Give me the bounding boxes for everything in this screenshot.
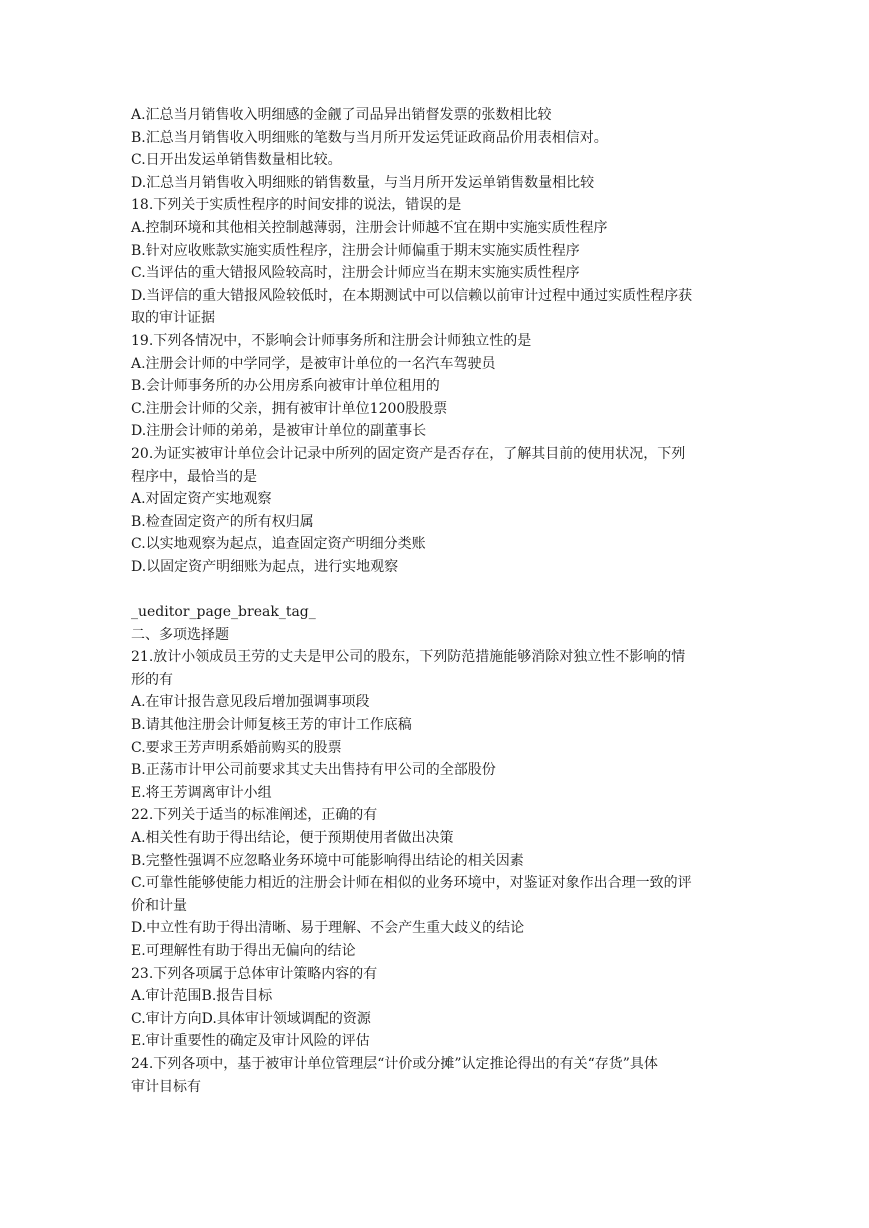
text-line: D.汇总当月销售收入明细账的销售数量，与当月所开发运单销售数量相比较 <box>131 174 595 191</box>
text-line: B.针对应收账款实施实质性程序，注册会计师偏重于期末实施实质性程序 <box>131 242 580 259</box>
text-line: C.可靠性能够使能力相近的注册会计师在相似的业务环境中，对鉴证对象作出合理一致的评 <box>131 875 692 892</box>
page-break-tag: _ueditor_page_break_tag_ <box>131 604 316 621</box>
text-line: D.以固定资产明细账为起点，进行实地观察 <box>131 558 399 575</box>
text-line: A.相关性有助于得出结论，便于预期使用者做出决策 <box>131 830 454 846</box>
text-line: 价和计量 <box>131 897 187 914</box>
document-body <box>131 104 743 1098</box>
text-line: A.注册会计师的中学同学，是被审计单位的一名汽车驾驶员 <box>131 355 496 372</box>
question-20: 20.为证实被审计单位会计记录中所列的固定资产是否存在，了解其目前的使用状况，下列 <box>131 445 686 462</box>
text-line: B.检查固定资产的所有权归属 <box>131 513 314 530</box>
text-line: B.汇总当月销售收入明细账的笔数与当月所开发运凭证政商品价用表相信对。 <box>131 129 608 146</box>
text-line: A.汇总当月销售收入明细感的金觎了司品异出销督发票的张数相比较 <box>131 107 552 123</box>
text-line: E.将王芳调离审计小组 <box>131 784 272 801</box>
text-line: D.注册会计师的弟弟，是被审计单位的副董事长 <box>131 423 427 440</box>
question-23: 23.下列各项属于总体审计策略内容的有 <box>131 965 378 982</box>
section-heading: 二、多项选择题 <box>131 626 229 643</box>
question-19: 19.下列各情况中，不影响会计师事务所和注册会计师独立性的是 <box>131 332 532 349</box>
text-line: E.审计重要性的确定及审计风险的评估 <box>131 1033 370 1050</box>
blank-line <box>131 578 743 601</box>
text-line: C.当评估的重大错报风险较高时，注册会计师应当在期末实施实质性程序 <box>131 265 580 282</box>
text-line: C.注册会计师的父亲，拥有被审计单位1200股股票 <box>131 400 448 417</box>
text-line: D.当评信的重大错报风险较低时，在本期测试中可以信赖以前审计过程中通过实质性程序获 <box>131 287 693 304</box>
text-line: 形的有 <box>131 671 173 688</box>
text-line: 程序中，最恰当的是 <box>131 468 257 485</box>
text-line: B.正荡市计甲公司前要求其丈夫出售持有甲公司的全部股份 <box>131 762 496 779</box>
question-18: 18.下列关于实质性程序的时间安排的说法，错误的是 <box>131 197 462 214</box>
text-line: C.日开出发运单销售数量相比较。 <box>131 152 342 169</box>
text-line: 审计目标有 <box>131 1078 201 1095</box>
text-line: B.完整性强调不应忽略业务环境中可能影响得出结论的相关因素 <box>131 852 524 869</box>
text-line: A.控制环境和其他相关控制越薄弱，注册会计师越不宜在期中实施实质性程序 <box>131 219 608 236</box>
text-line: C.以实地观察为起点，追查固定资产明细分类账 <box>131 536 426 553</box>
text-line: C.审计方向D.具体审计领域调配的资源 <box>131 1010 371 1027</box>
question-21: 21.放计小领成员王劳的丈夫是甲公司的股东，下列防范措施能够消除对独立性不影响的情 <box>131 649 686 666</box>
text-line: A.对固定资产实地观察 <box>131 491 272 508</box>
text-line: A.审计范围B.报告目标 <box>131 988 273 1005</box>
text-line: E.可理解性有助于得出无偏向的结论 <box>131 942 356 959</box>
text-line: C.要求王芳声明系婚前购买的股票 <box>131 739 342 756</box>
question-24: 24.下列各项中，基于被审计单位管理层“计价或分摊”认定推论得出的有关“存货”具体 <box>131 1055 658 1072</box>
text-line: B.会计师事务所的办公用房系向被审计单位租用的 <box>131 378 440 395</box>
text-line: B.请其他注册会计师复核王芳的审计工作底稿 <box>131 717 412 734</box>
text-line: 取的审计证据 <box>131 310 215 327</box>
question-22: 22.下列关于适当的标准阐述，正确的有 <box>131 807 378 824</box>
text-line: A.在审计报告意见段后增加强调事项段 <box>131 694 370 711</box>
text-line: D.中立性有助于得出清晰、易于理解、不会产生重大歧义的结论 <box>131 920 525 937</box>
